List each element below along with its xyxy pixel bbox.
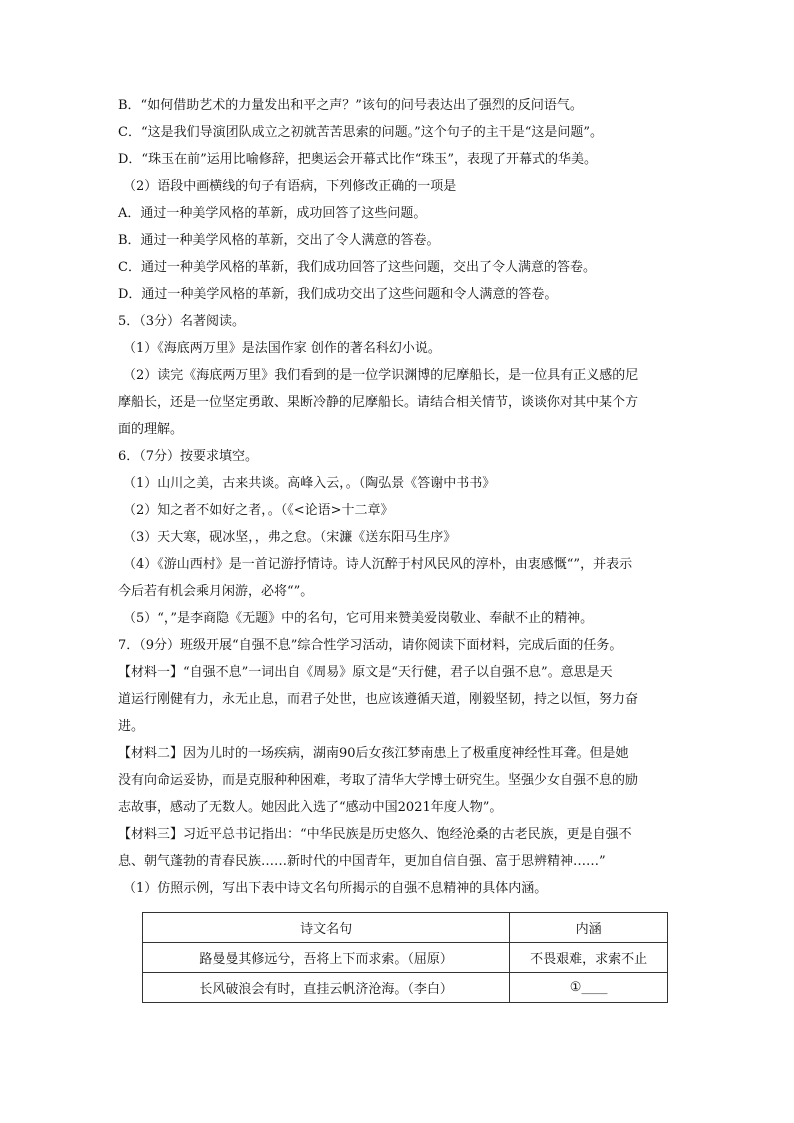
option-a-line: A．通过一种美学风格的革新，成功回答了这些问题。 xyxy=(118,206,427,221)
material-2: 【材料二】因为儿时的一场疾病，湖南90后女孩江梦南患上了极重度神经性耳聋。但是她 xyxy=(118,746,629,761)
question-2-stem: （2）语段中画横线的句子有语病，下列修改正确的一项是 xyxy=(123,179,457,194)
question-7-1: （1）仿照示例，写出下表中诗文名句所揭示的自强不息精神的具体内涵。 xyxy=(123,881,548,896)
question-6-5: （5）“，”是李商隐《无题》中的名句，它可用来赞美爱岗敬业、奉献不止的精神。 xyxy=(123,611,594,626)
question-6-2: （2）知之者不如好之者，。（《<论语>十二章》 xyxy=(123,503,394,518)
option-c-line: C．通过一种美学风格的革新，我们成功回答了这些问题，交出了令人满意的答卷。 xyxy=(118,260,596,275)
table-row xyxy=(143,973,668,1003)
question-5-title: 5．（3分）名著阅读。 xyxy=(118,314,246,329)
question-6-4: （4）《游山西村》是一首记游抒情诗。诗人沉醉于村风民风的淳朴，由衷感慨“”，并表示 xyxy=(123,557,633,572)
question-7-title: 7．（9分）班级开展“自强不息”综合性学习活动，请你阅读下面材料，完成后面的任务。 xyxy=(118,638,623,653)
question-5-1: （1）《海底两万里》是法国作家 创作的著名科幻小说。 xyxy=(123,341,441,356)
material-3-cont: 息、朝气蓬勃的青春民族……新时代的中国青年，更加自信自强、富于思辨精神……” xyxy=(118,854,606,869)
answer-blank-cell[interactable]: ①____ xyxy=(510,973,668,1003)
table-cell: 长风破浪会有时，直挂云帆济沧海。（李白） xyxy=(143,973,510,1003)
table-header-cell: 内涵 xyxy=(510,913,668,943)
option-d-line: D．“珠玉在前”运用比喻修辞，把奥运会开幕式比作“珠玉”，表现了开幕式的华美。 xyxy=(118,152,598,167)
option-b-line: B．“如何借助艺术的力量发出和平之声？”该句的问号表达出了强烈的反问语气。 xyxy=(118,98,583,113)
question-6-4-cont: 今后若有机会乘月闲游，必将“”。 xyxy=(118,584,314,599)
table-header-cell: 诗文名句 xyxy=(143,913,510,943)
table-header-row xyxy=(143,913,668,943)
question-5-2-cont: 面的理解。 xyxy=(118,422,184,437)
question-5-2-cont: 摩船长，还是一位坚定勇敢、果断冷静的尼摩船长。请结合相关情节，谈谈你对其中某个方 xyxy=(118,395,639,410)
option-b-line: B．通过一种美学风格的革新，交出了令人满意的答卷。 xyxy=(118,233,440,248)
question-6-1: （1）山川之美，古来共谈。高峰入云，。（陶弘景《答谢中书书》 xyxy=(123,476,496,491)
material-1-cont: 道运行刚健有力，永无止息，而君子处世，也应该遵循天道，刚毅坚韧，持之以恒，努力奋 xyxy=(118,692,639,707)
material-2-cont: 志故事，感动了无数人。她因此入选了“感动中国2021年度人物”。 xyxy=(118,800,503,815)
poem-meaning-table xyxy=(142,912,668,1003)
question-5-2: （2）读完《海底两万里》我们看到的是一位学识渊博的尼摩船长，是一位具有正义感的尼 xyxy=(123,368,639,383)
material-1: 【材料一】“自强不息”一词出自《周易》原文是“天行健，君子以自强不息”。意思是天 xyxy=(118,665,613,680)
table-cell: 不畏艰难，求索不止 xyxy=(510,943,668,973)
material-2-cont: 没有向命运妥协，而是克服种种困难，考取了清华大学博士研究生。坚强少女自强不息的励 xyxy=(118,773,639,788)
option-d-line: D．通过一种美学风格的革新，我们成功交出了这些问题和令人满意的答卷。 xyxy=(118,287,558,302)
question-6-title: 6．（7分）按要求填空。 xyxy=(118,449,259,464)
material-1-cont: 进。 xyxy=(118,719,145,734)
question-6-3: （3）天大寒，砚冰坚，，弗之怠。（宋濂《送东阳马生序》 xyxy=(123,530,457,545)
material-3: 【材料三】习近平总书记指出：“中华民族是历史悠久、饱经沧桑的古老民族，更是自强不 xyxy=(118,827,632,842)
table-cell: 路曼曼其修远兮，吾将上下而求索。（屈原） xyxy=(143,943,510,973)
option-c-line: C．“这是我们导演团队成立之初就苦苦思索的问题。”这个句子的主干是“这是问题”。 xyxy=(118,125,604,140)
table-row xyxy=(143,943,668,973)
